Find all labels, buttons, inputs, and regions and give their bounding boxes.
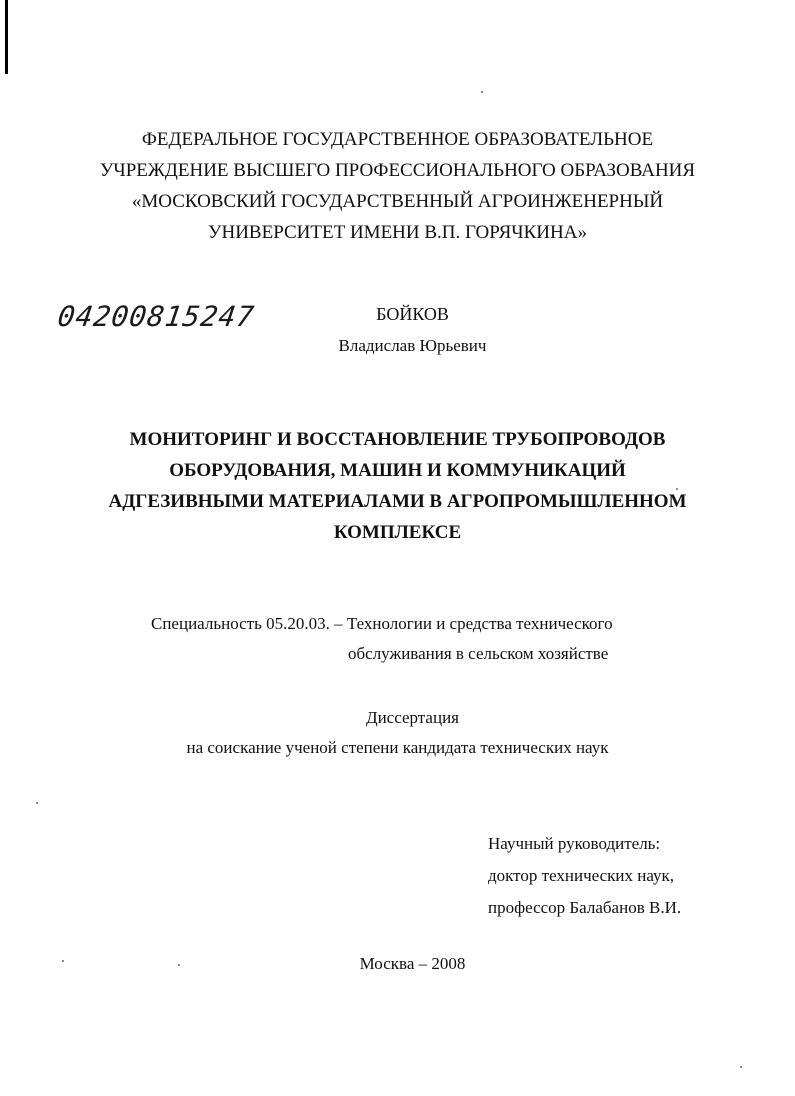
specialty-line: Специальность 05.20.03. – Технологии и средства технического [151, 614, 613, 633]
institution-line: УЧРЕЖДЕНИЕ ВЫСШЕГО ПРОФЕССИОНАЛЬНОГО ОБРАЗОВАНИЯ [99, 160, 696, 181]
dissertation-label: Диссертация [365, 708, 459, 727]
scan-speck [481, 91, 483, 93]
scan-edge-mark [5, 0, 8, 74]
degree-purpose: на соискание ученой степени кандидата технических наук [186, 738, 609, 757]
scan-speck [36, 802, 38, 804]
inventory-number-stamp: 04200815247 [55, 300, 257, 333]
supervisor-block [488, 828, 681, 924]
dissertation-title [0, 424, 795, 548]
author-surname: БОЙКОВ [376, 304, 449, 324]
institution-header [0, 124, 795, 248]
specialty-block [151, 609, 613, 669]
title-line: КОМПЛЕКСЕ [333, 522, 462, 543]
supervisor-degree: доктор технических наук, [488, 866, 675, 885]
institution-line: ФЕДЕРАЛЬНОЕ ГОСУДАРСТВЕННОЕ ОБРАЗОВАТЕЛЬНОЕ [141, 129, 654, 150]
supervisor-label: Научный руководитель: [488, 834, 661, 853]
title-line: АДГЕЗИВНЫМИ МАТЕРИАЛАМИ В АГРОПРОМЫШЛЕННОМ [108, 491, 687, 512]
title-line: ОБОРУДОВАНИЯ, МАШИН И КОММУНИКАЦИЙ [169, 460, 626, 481]
specialty-line-continued: обслуживания в сельском хозяйстве [348, 644, 609, 663]
institution-line: «МОСКОВСКИЙ ГОСУДАРСТВЕННЫЙ АГРОИНЖЕНЕРНЫЙ [131, 191, 664, 212]
city-year: Москва – 2008 [359, 954, 466, 973]
supervisor-name: профессор Балабанов В.И. [488, 898, 682, 917]
institution-line: УНИВЕРСИТЕТ ИМЕНИ В.П. ГОРЯЧКИНА» [208, 222, 587, 243]
scan-speck [740, 1066, 742, 1068]
title-line: МОНИТОРИНГ И ВОССТАНОВЛЕНИЕ ТРУБОПРОВОДОВ [129, 429, 666, 450]
author-given-names: Владислав Юрьевич [338, 336, 487, 355]
dissertation-type-block [0, 703, 795, 763]
